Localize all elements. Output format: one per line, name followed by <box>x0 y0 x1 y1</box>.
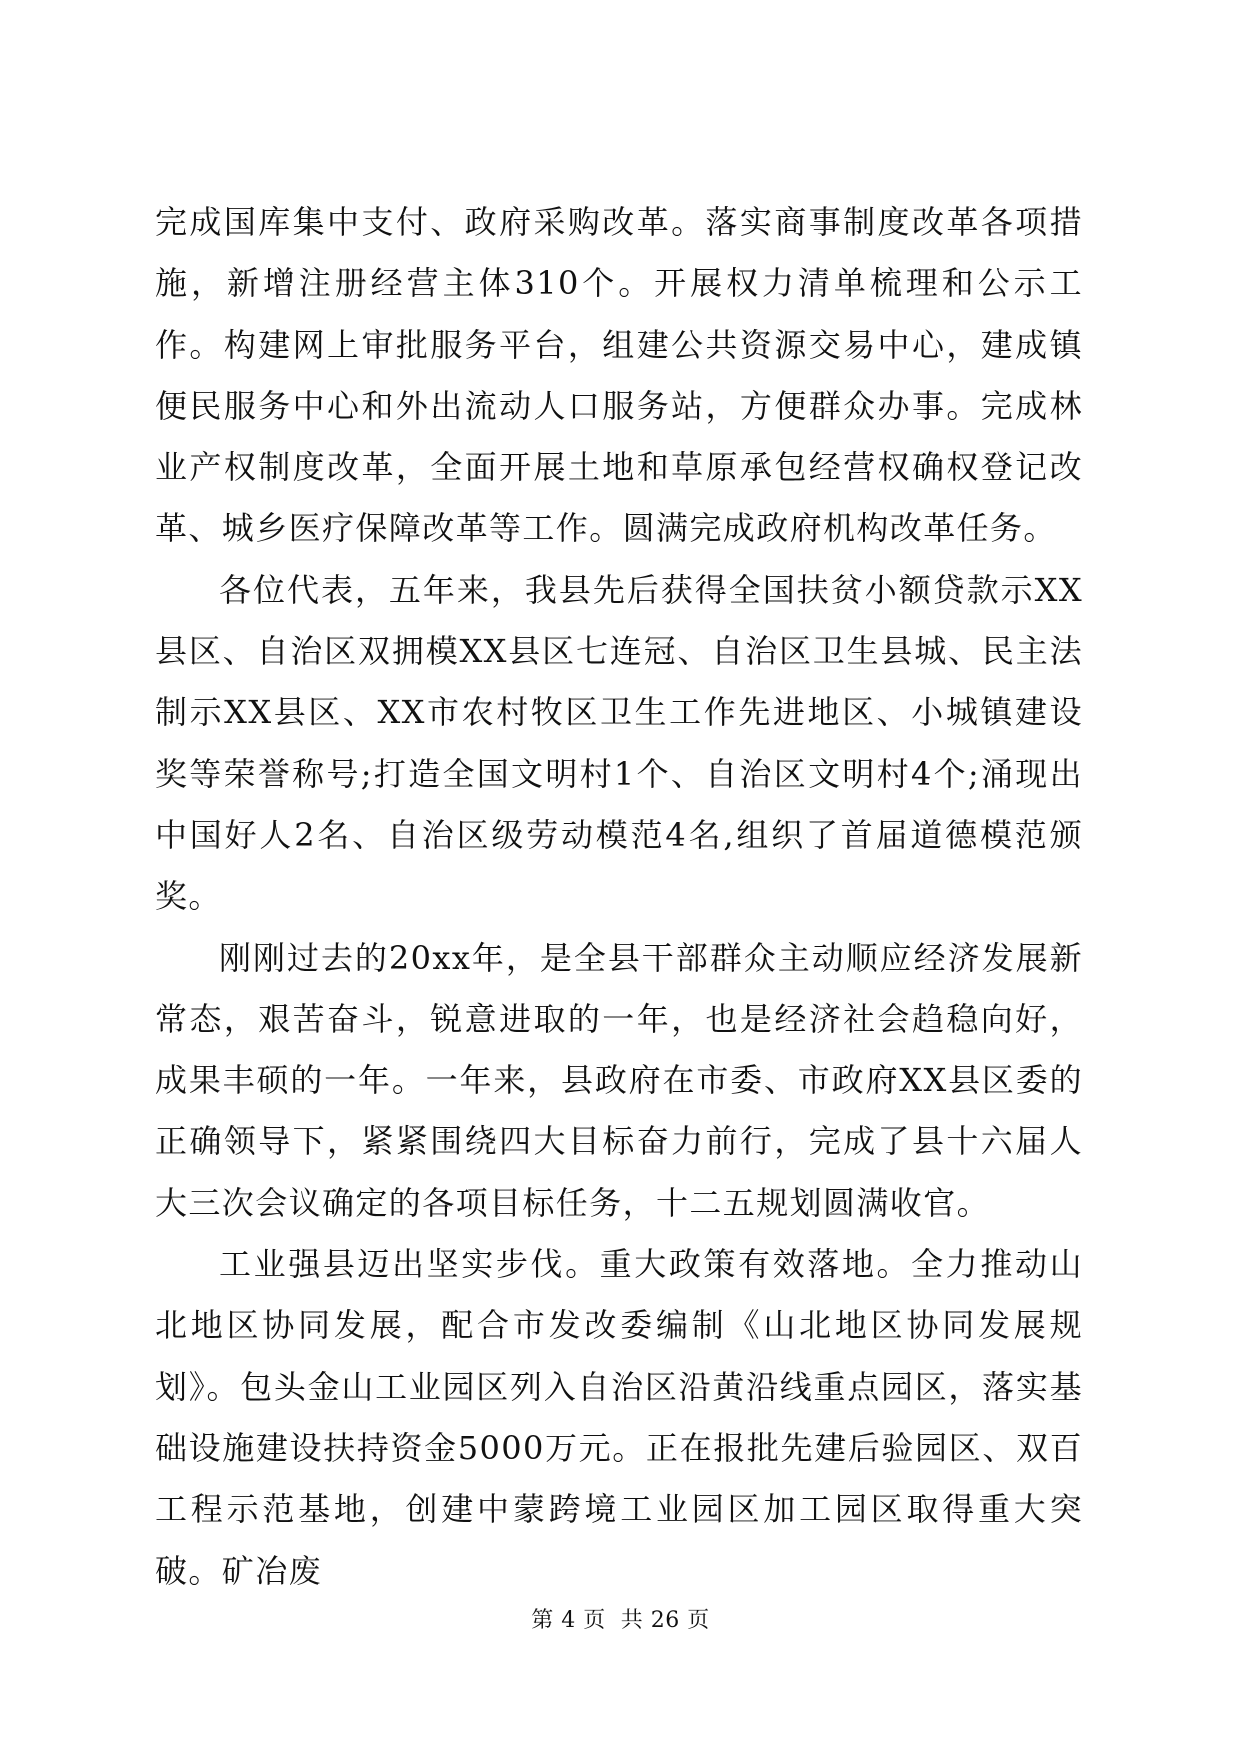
page-footer <box>0 1606 1241 1636</box>
paragraph-industry: 工业强县迈出坚实步伐。重大政策有效落地。全力推动山北地区协同发展，配合市发改委编制《山北地区协同发展规划》。包头金山工业园区列入自治区沿黄沿线重点园区，落实基础设施建设扶持资金5000万元。正在报批先建后验园区、双百工程示范基地，创建中蒙跨境工业园区加工园区取得重大突破。矿冶废 <box>155 1245 1083 1590</box>
paragraph-honors: 各位代表，五年来，我县先后获得全国扶贫小额贷款示XX县区、自治区双拥模XX县区七连冠、自治区卫生县城、民主法制示XX县区、XX市农村牧区卫生工作先进地区、小城镇建设奖等荣誉称号;打造全国文明村1个、自治区文明村4个;涌现出中国好人2名、自治区级劳动模范4名,组织了首届道德模范颁奖。 <box>155 570 1083 916</box>
page-number-label: 第 4 页 共 26 页 <box>531 1608 710 1633</box>
paragraph-reform-measures: 完成国库集中支付、政府采购改革。落实商事制度改革各项措施，新增注册经营主体310个。开展权力清单梳理和公示工作。构建网上审批服务平台，组建公共资源交易中心，建成镇便民服务中心和外出流动人口服务站，方便群众办事。完成林业产权制度改革，全面开展土地和草原承包经营权确权登记改革、城乡医疗保障改革等工作。圆满完成政府机构改革任务。 <box>155 203 1083 548</box>
document-body <box>155 192 1083 1602</box>
paragraph-year-review: 刚刚过去的20xx年，是全县干部群众主动顺应经济发展新常态，艰苦奋斗，锐意进取的一年，也是经济社会趋稳向好，成果丰硕的一年。一年来，县政府在市委、市政府XX县区委的正确领导下，紧紧围绕四大目标奋力前行，完成了县十六届人大三次会议确定的各项目标任务，十二五规划圆满收官。 <box>155 938 1083 1222</box>
